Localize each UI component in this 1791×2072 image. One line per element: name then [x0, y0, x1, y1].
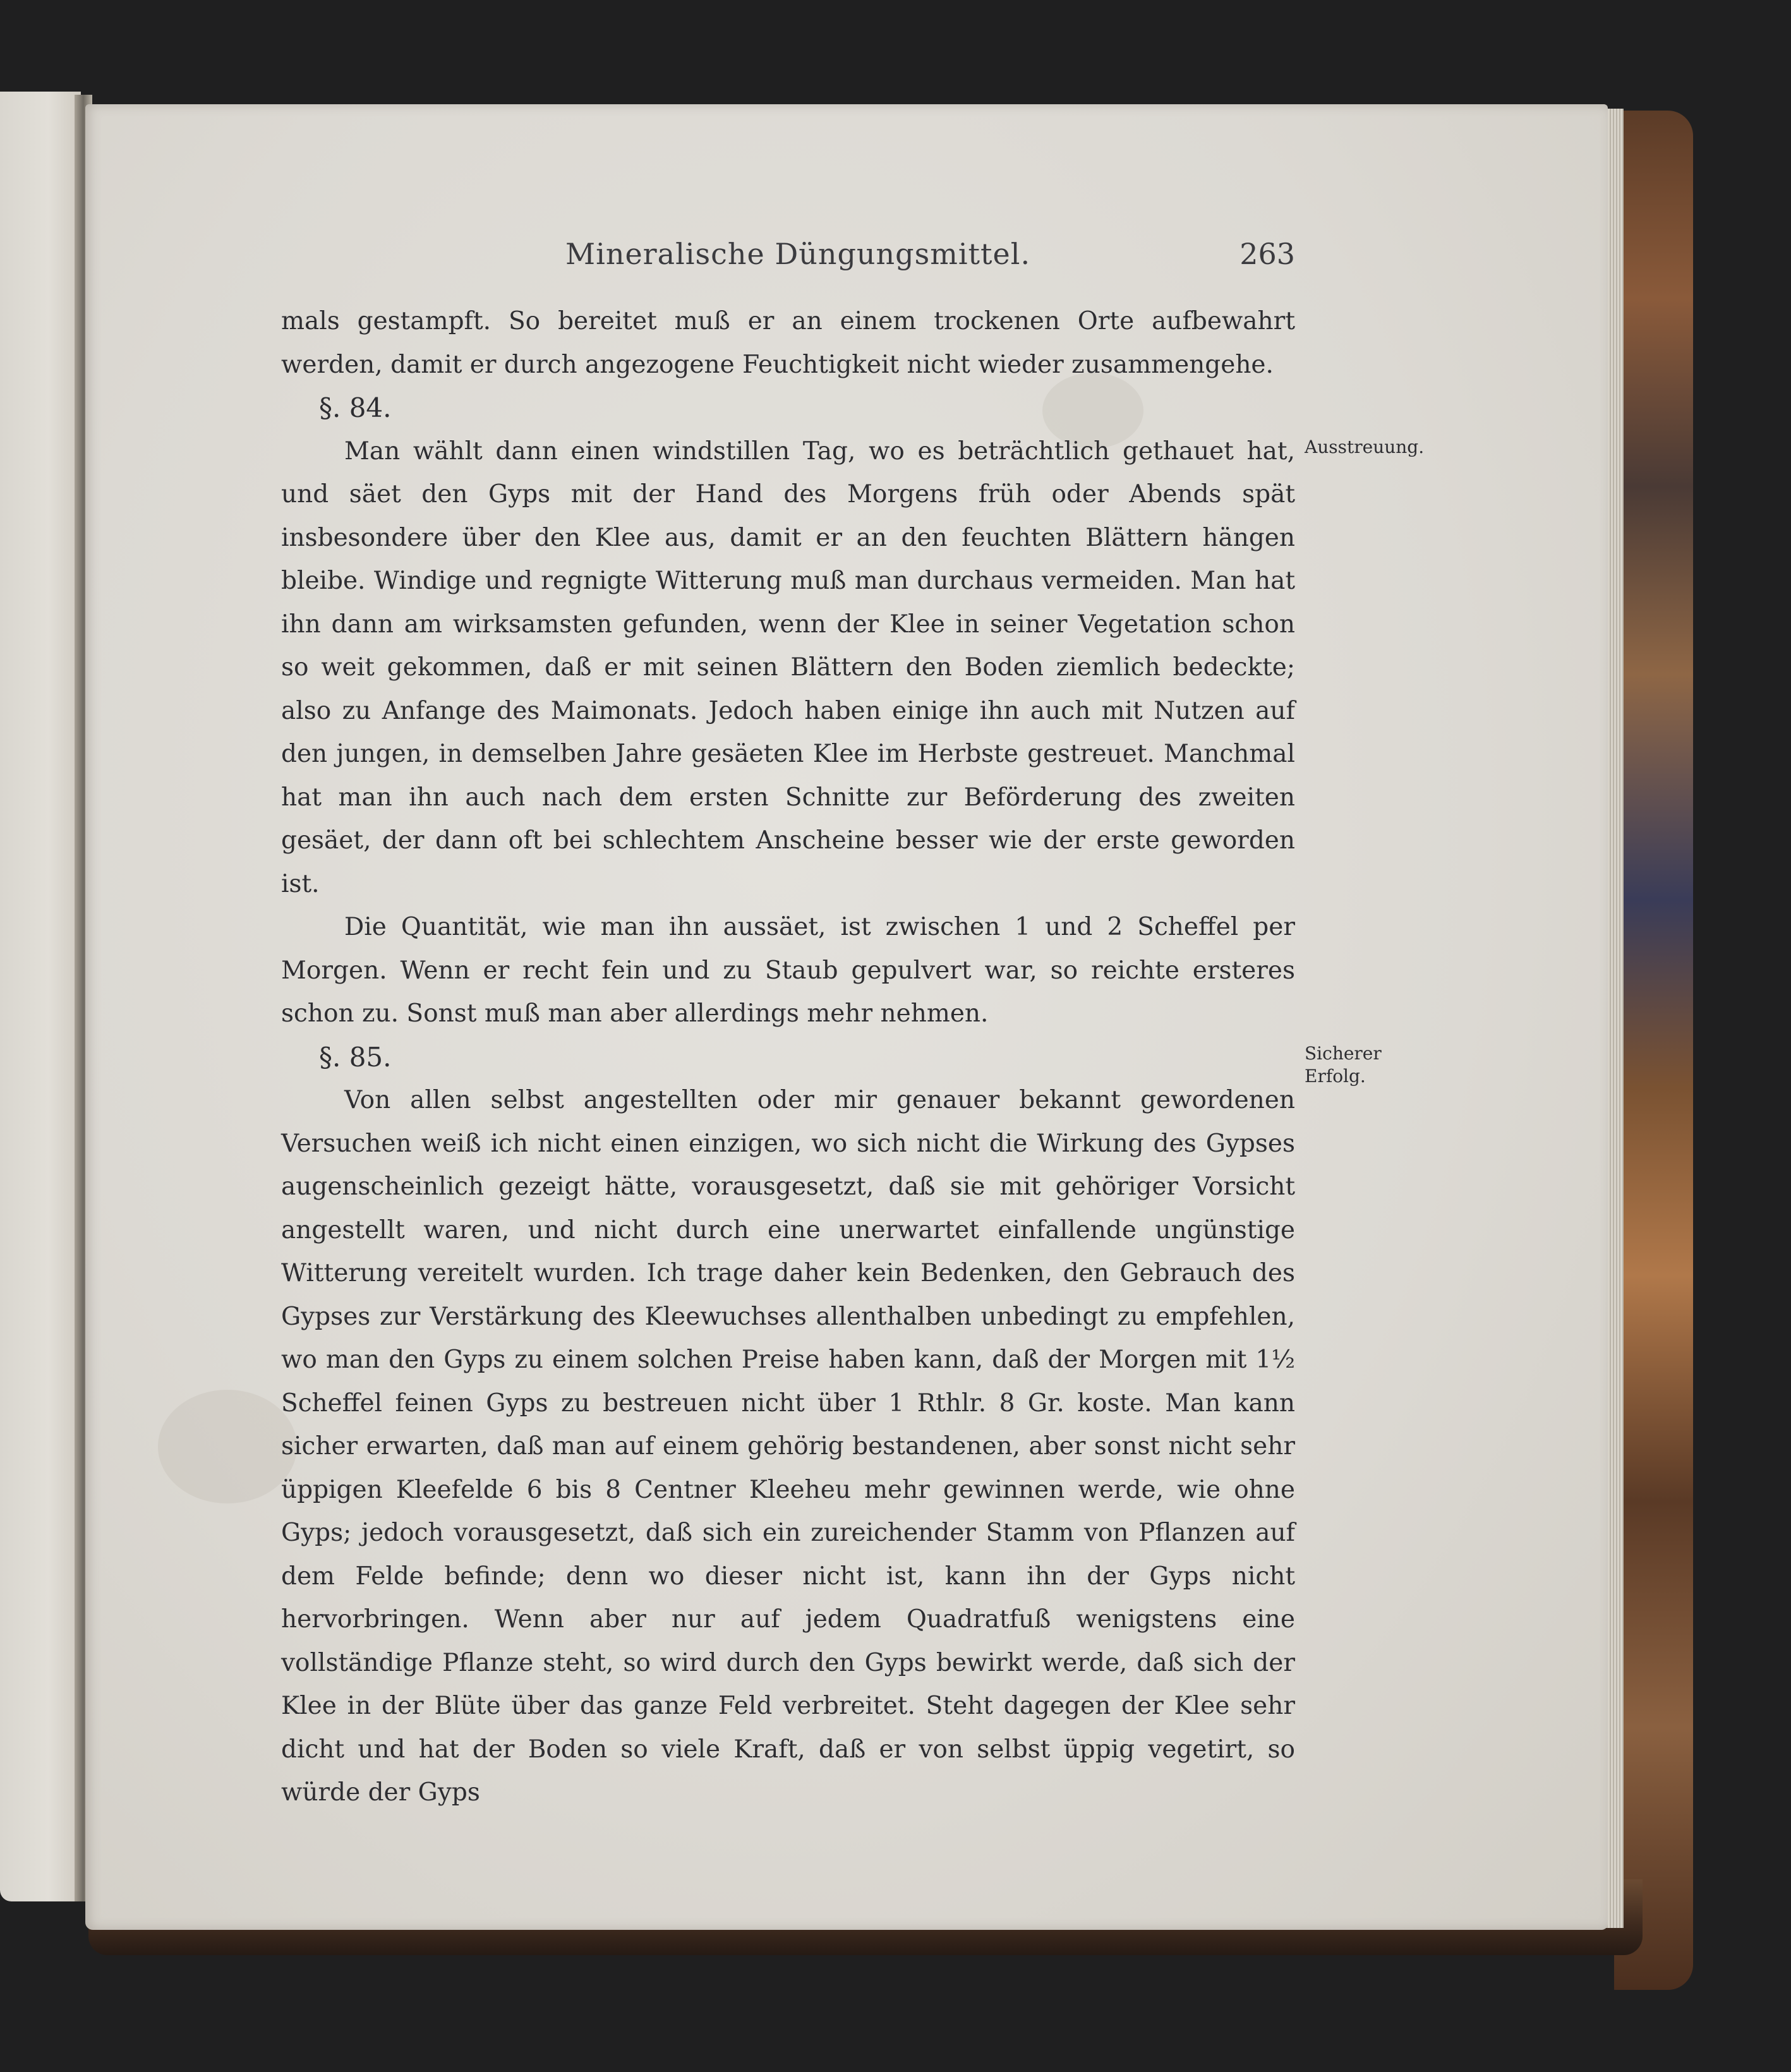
margin-note: Sicherer Erfolg. — [1305, 1043, 1382, 1087]
paragraph: mals gestampft. So bereitet muß er an einem trockenen Orte aufbewahrt werden, damit er durch angezogene Feuchtigkeit nicht wieder zusammengehe. — [281, 307, 1295, 379]
book-cover-edge — [1614, 111, 1693, 1990]
body-text — [281, 300, 1295, 1815]
section-heading: §. 85. — [319, 1041, 392, 1073]
paragraph: Man wählt dann einen windstillen Tag, wo es beträchtlich gethauet hat, und säet den Gyps mit der Hand des Morgens früh oder Abends spät insbesondere über den Klee aus, damit er an den feuchten Blättern hängen bleibe. Windige und regnigte Witterung muß man durchaus vermeiden. Man hat ihn dann am wirksamsten gefunden, wenn der Klee in seiner Vegetation schon so weit gekommen, daß er mit seinen Blättern den Boden ziemlich bedeckte; also zu Anfange des Maimonats. Jedoch haben einige ihn auch mit Nutzen auf den jungen, in demselben Jahre gesäeten Klee im Herbste gestreuet. Manchmal hat man ihn auch nach dem ersten Schnitte zur Beförderung des zweiten gesäet, der dann oft bei schlechtem Anscheine besser wie der erste geworden ist. — [281, 437, 1295, 898]
running-head: Mineralische Düngungsmittel. — [565, 237, 1031, 271]
margin-note: Ausstreuung. — [1305, 437, 1425, 457]
page-header — [281, 237, 1295, 281]
section-heading: §. 84. — [319, 392, 392, 423]
paper-stain — [158, 1390, 297, 1503]
left-page-edge — [0, 92, 81, 1901]
page-number: 263 — [1239, 237, 1295, 271]
paragraph: Von allen selbst angestellten oder mir genauer bekannt gewordenen Versuchen weiß ich nicht einen einzigen, wo sich nicht die Wirkung des Gypses augenscheinlich gezeigt hätte, vorausgesetzt, daß sie mit gehöriger Vorsicht angestellt waren, und nicht durch eine unerwartet einfallende ungünstige Witterung vereitelt wurden. Ich trage daher kein Bedenken, den Gebrauch des Gypses zur Verstärkung des Kleewuchses allenthalben unbedingt zu empfehlen, wo man den Gyps zu einem solchen Preise haben kann, daß der Morgen mit 1½ Scheffel feinen Gyps zu bestreuen nicht über 1 Rthlr. 8 Gr. koste. Man kann sicher erwarten, daß man auf einem gehörig bestandenen, aber sonst nicht sehr üppigen Kleefelde 6 bis 8 Centner Kleeheu mehr gewinnen werde, wie ohne Gyps; jedoch vorausgesetzt, daß sich ein zureichender Stamm von Pflanzen auf dem Felde befinde; denn wo dieser nicht ist, kann ihn der Gyps nicht hervorbringen. Wenn aber nur auf jedem Quadratfuß wenigstens eine vollständige Pflanze steht, so wird durch den Gyps bewirkt werde, daß sich der Klee in der Blüte über das ganze Feld verbreitet. Steht dagegen der Klee sehr dicht und hat der Boden so viele Kraft, daß er von selbst üppig vegetirt, so würde der Gyps — [281, 1086, 1295, 1807]
paragraph: Die Quantität, wie man ihn aussäet, ist zwischen 1 und 2 Scheffel per Morgen. Wenn er recht fein und zu Staub gepulvert war, so reichte ersteres schon zu. Sonst muß man aber allerdings mehr nehmen. — [281, 913, 1295, 1028]
